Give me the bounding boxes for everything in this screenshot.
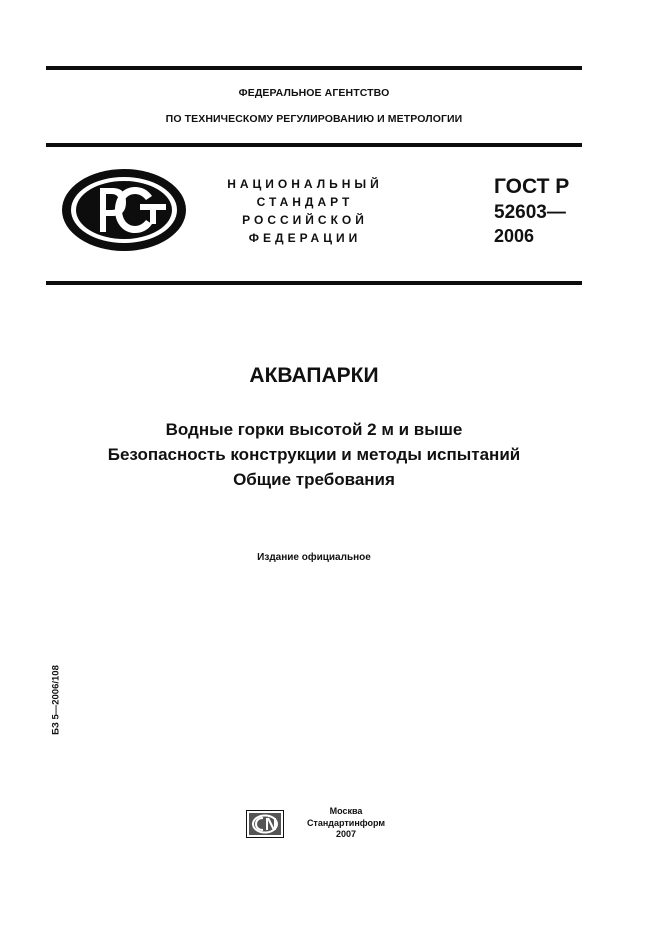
document-subtitle (46, 417, 582, 492)
subtitle-line: Водные горки высотой 2 м и выше (165, 420, 463, 439)
rst-logo-icon (60, 168, 188, 252)
national-standard-line: СТАНДАРТ (256, 195, 354, 209)
agency-name-line1: ФЕДЕРАЛЬНОЕ АГЕНТСТВО (238, 87, 390, 99)
agency-name-line2: ПО ТЕХНИЧЕСКОМУ РЕГУЛИРОВАНИЮ И МЕТРОЛОГИИ (165, 113, 463, 125)
top-divider (46, 66, 582, 70)
subtitle-line: Общие требования (233, 470, 395, 489)
publisher-name: Стандартинформ (306, 817, 386, 828)
designation-prefix: ГОСТ Р (494, 175, 570, 198)
publisher-block (306, 806, 386, 841)
designation-number: 52603— (494, 202, 566, 223)
publisher-year: 2007 (335, 829, 357, 839)
logo-divider (46, 281, 582, 285)
designation-year: 2006 (494, 226, 535, 246)
side-registration-code: БЗ 5—2006/108 (50, 665, 62, 735)
subtitle-line: Безопасность конструкции и методы испытаний (107, 445, 521, 464)
header-divider (46, 143, 582, 147)
national-standard-line: НАЦИОНАЛЬНЫЙ (227, 177, 383, 191)
national-standard-line: РОССИЙСКОЙ (242, 213, 368, 227)
publisher-city: Москва (329, 806, 363, 816)
document-title: АКВАПАРКИ (249, 364, 379, 387)
national-standard-label (205, 175, 405, 247)
national-standard-line: ФЕДЕРАЦИИ (248, 231, 362, 245)
standartinform-logo-icon (246, 810, 284, 838)
standard-designation (494, 174, 569, 246)
edition-note: Издание официальное (257, 552, 371, 563)
